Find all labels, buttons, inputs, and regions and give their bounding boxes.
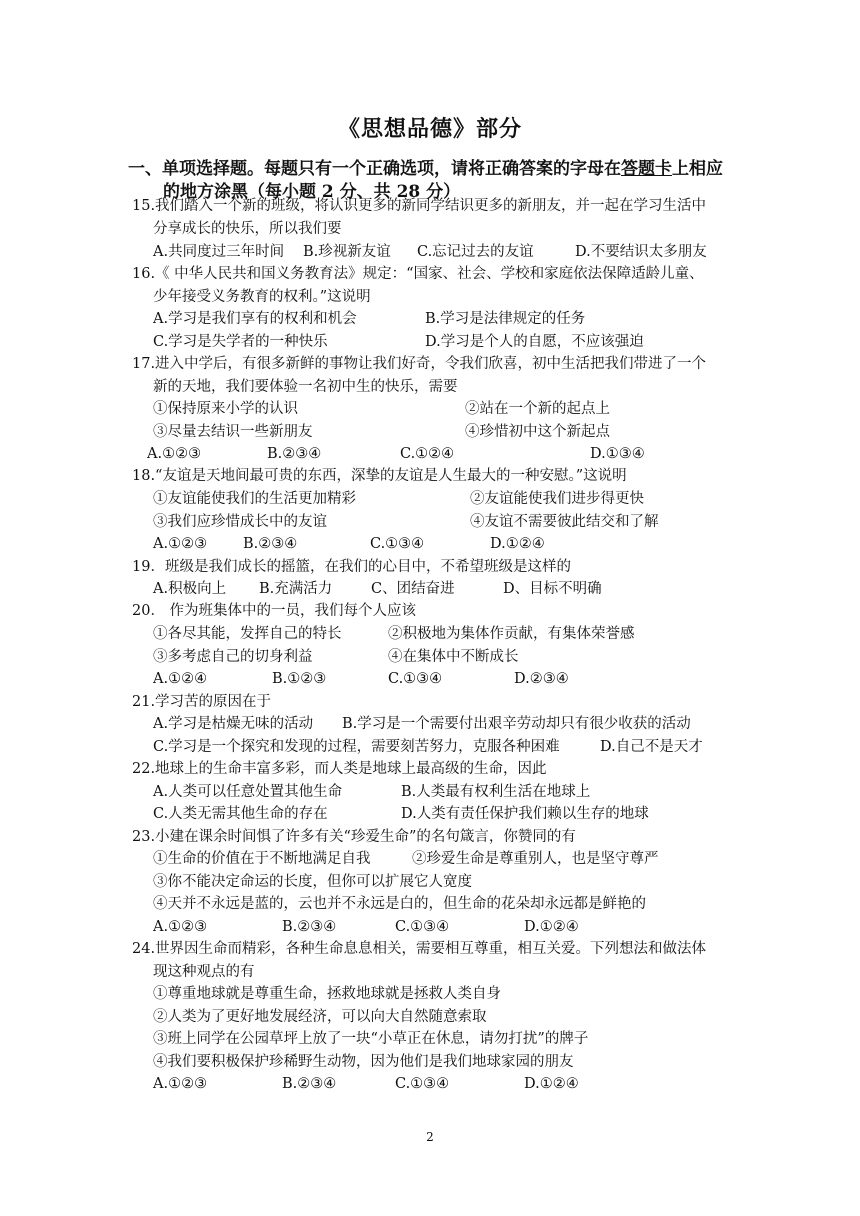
q23-option-b: B.②③④	[282, 919, 337, 935]
q19-option-d: D、目标不明确	[503, 581, 602, 597]
q21-option-a: A.学习是枯燥无味的活动	[153, 716, 314, 732]
q24-item-1: ①尊重地球就是尊重生命，拯救地球就是拯救人类自身	[153, 986, 501, 1002]
q24-option-c: C.①③④	[395, 1076, 450, 1092]
q22-option-a: A.人类可以任意处置其他生命	[153, 784, 343, 800]
q20-option-a: A.①②④	[153, 671, 208, 687]
q20-item-3: ③多考虑自己的切身利益	[153, 649, 313, 665]
q18-item-3: ③我们应珍惜成长中的友谊	[153, 514, 327, 530]
page-title: 《思想品德》部分	[337, 116, 522, 142]
q24-item-4: ④我们要积极保护珍稀野生动物，因为他们是我们地球家园的朋友	[153, 1054, 574, 1070]
q17-option-c: C.①②④	[400, 446, 455, 462]
q20-option-d: D.②③④	[514, 671, 569, 687]
q18-item-1: ①友谊能使我们的生活更加精彩	[153, 491, 356, 507]
q24-item-2: ②人类为了更好地发展经济，可以向大自然随意索取	[153, 1009, 487, 1025]
q18-item-2: ②友谊能使我们进步得更快	[470, 491, 644, 507]
q18-stem: 18.“友谊是天地间最可贵的东西，深挚的友谊是人生最大的一种安慰。”这说明	[132, 468, 627, 484]
q24-option-a: A.①②③	[153, 1076, 208, 1092]
q20-option-b: B.①②③	[272, 671, 327, 687]
q17-option-b: B.②③④	[267, 446, 322, 462]
q22-option-c: C.人类无需其他生命的存在	[153, 806, 328, 822]
q21-stem: 21.学习苦的原因在于	[132, 694, 272, 710]
q16-option-d: D.学习是个人的自愿，不应该强迫	[425, 334, 644, 350]
q22-stem: 22.地球上的生命丰富多彩，而人类是地球上最高级的生命，因此	[132, 761, 547, 777]
section-heading-line1	[128, 154, 723, 179]
q18-option-a: A.①②③	[153, 536, 208, 552]
q20-item-4: ④在集体中不断成长	[388, 649, 519, 665]
q15-option-c: C.忘记过去的友谊	[417, 244, 534, 260]
q23-option-d: D.①②④	[524, 919, 579, 935]
q21-option-b: B.学习是一个需要付出艰辛劳动却只有很少收获的活动	[342, 716, 691, 732]
q17-item-2: ②站在一个新的起点上	[465, 401, 610, 417]
q23-item-4: ④天并不永远是蓝的，云也并不永远是白的，但生命的花朵却永远都是鲜艳的	[153, 896, 646, 912]
q23-item-2: ②珍爱生命是尊重别人，也是坚守尊严	[412, 851, 659, 867]
q24-item-3: ③班上同学在公园草坪上放了一块“小草正在休息，请勿打扰”的牌子	[153, 1031, 589, 1047]
q17-item-1: ①保持原来小学的认识	[153, 401, 298, 417]
q21-option-d: D.自己不是天才	[600, 739, 703, 755]
q24-stem: 24.世界因生命而精彩，各种生命息息相关，需要相互尊重，相互关爱。下列想法和做法体	[132, 941, 707, 957]
q19-option-b: B.充满活力	[259, 581, 333, 597]
q17-option-d: D.①③④	[590, 446, 645, 462]
q21-option-c: C.学习是一个探究和发现的过程，需要刻苦努力，克服各种困难	[153, 739, 560, 755]
q23-option-c: C.①③④	[395, 919, 450, 935]
q16-option-c: C.学习是失学者的一种快乐	[153, 334, 328, 350]
q15-stem: 15.我们踏入一个新的班级，将认识更多的新同学结识更多的新朋友，并一起在学习生活中	[132, 198, 707, 214]
q19-option-c: C、团结奋进	[371, 581, 455, 597]
q23-item-1: ①生命的价值在于不断地满足自我	[153, 851, 371, 867]
q16-option-a: A.学习是我们享有的权利和机会	[153, 311, 357, 327]
q17-stem: 17.进入中学后，有很多新鲜的事物让我们好奇，令我们欣喜，初中生活把我们带进了一个	[132, 356, 707, 372]
q15-stem-cont: 分享成长的快乐，所以我们要	[153, 221, 342, 237]
q17-item-3: ③尽量去结识一些新朋友	[153, 424, 313, 440]
section-heading-text-a: 一、单项选择题。每题只有一个正确选项，请将正确答案的字母在	[128, 159, 621, 179]
section-heading-line2: 的地方涂黑（每小题 2 分、共 28 分）	[163, 182, 461, 202]
page-number: 2	[426, 1130, 434, 1144]
q15-option-d: D.不要结识太多朋友	[575, 244, 707, 260]
answer-sheet-underlined: 答题卡	[621, 159, 672, 179]
q17-item-4: ④珍惜初中这个新起点	[465, 424, 610, 440]
q15-option-b: B.珍视新友谊	[303, 244, 391, 260]
q15-option-a: A.共同度过三年时间	[153, 244, 285, 260]
q19-option-a: A.积极向上	[153, 581, 227, 597]
q20-item-2: ②积极地为集体作贡献，有集体荣誉感	[388, 626, 635, 642]
q17-option-a: A.①②③	[147, 446, 202, 462]
q24-stem-cont: 现这种观点的有	[153, 964, 255, 980]
q23-option-a: A.①②③	[153, 919, 208, 935]
q20-item-1: ①各尽其能，发挥自己的特长	[153, 626, 342, 642]
q22-option-d: D.人类有责任保护我们赖以生存的地球	[401, 806, 649, 822]
q18-option-d: D.①②④	[490, 536, 545, 552]
q24-option-b: B.②③④	[282, 1076, 337, 1092]
q20-stem: 20． 作为班集体中的一员，我们每个人应该	[132, 603, 417, 619]
q22-option-b: B.人类最有权利生活在地球上	[401, 784, 591, 800]
q18-option-b: B.②③④	[243, 536, 298, 552]
q16-stem: 16.《 中华人民共和国义务教育法》规定：“国家、社会、学校和家庭依法保障适龄儿童、	[132, 266, 704, 282]
q20-option-c: C.①③④	[388, 671, 443, 687]
q16-option-b: B.学习是法律规定的任务	[425, 311, 586, 327]
q19-stem: 19．班级是我们成长的摇篮，在我们的心目中，不希望班级是这样的	[132, 559, 571, 575]
section-heading-text-b: 上相应	[672, 159, 723, 179]
q23-stem: 23.小建在课余时间惧了许多有关“珍爱生命”的名句箴言，你赞同的有	[132, 829, 576, 845]
q18-option-c: C.①③④	[370, 536, 425, 552]
q24-option-d: D.①②④	[524, 1076, 579, 1092]
q18-item-4: ④友谊不需要彼此结交和了解	[470, 514, 659, 530]
q23-item-3: ③你不能决定命运的长度，但你可以扩展它人宽度	[153, 874, 472, 890]
q17-stem-cont: 新的天地，我们要体验一名初中生的快乐，需要	[153, 379, 458, 395]
q16-stem-cont: 少年接受义务教育的权利。”这说明	[153, 289, 371, 305]
